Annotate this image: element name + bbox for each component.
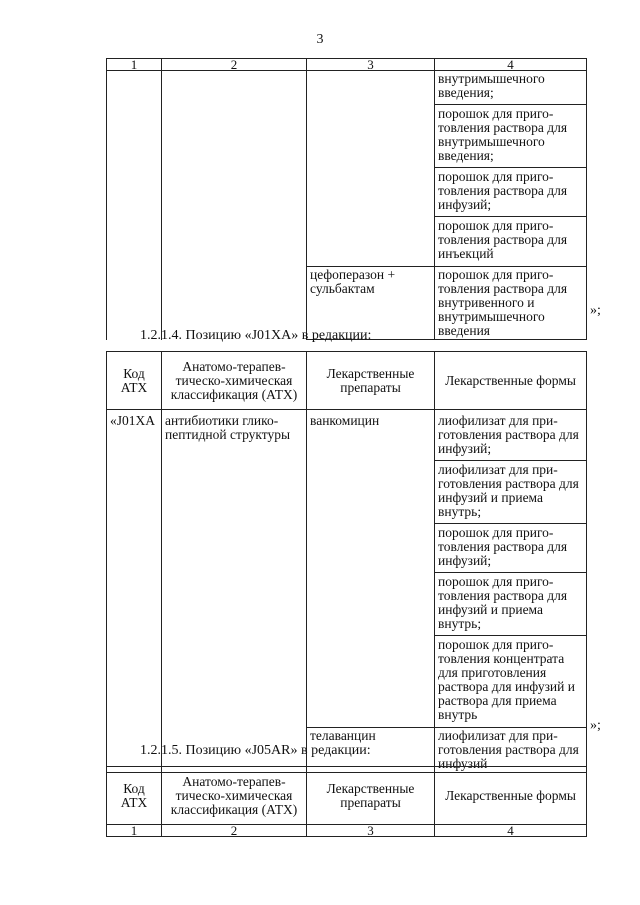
col-num-4: 4 — [435, 825, 587, 837]
header-drugs: Лекарственные препараты — [307, 767, 435, 825]
code-cell — [107, 71, 162, 340]
form-item: порошок для приго-товления раствора для инфузий; — [435, 167, 586, 216]
header-row — [107, 767, 587, 825]
table-continuation — [106, 58, 587, 340]
col-num-4: 4 — [435, 59, 587, 71]
header-forms: Лекарственные формы — [435, 767, 587, 825]
column-number-row — [107, 59, 587, 71]
form-item: порошок для приго-товления раствора для инъекций — [435, 216, 586, 265]
col-num-1: 1 — [107, 825, 162, 837]
classification-cell — [162, 71, 307, 340]
drug-cell — [307, 71, 435, 267]
form-item: лиофилизат для при-готовления раствора для инфузий; — [438, 413, 579, 456]
header-row — [107, 352, 587, 410]
header-forms: Лекарственные формы — [435, 352, 587, 410]
header-classification: Анатомо-терапев-тическо-химическая классификация (АТХ) — [162, 767, 307, 825]
form-item: лиофилизат для при-готовления раствора для инфузий и приема внутрь; — [435, 460, 586, 523]
col-num-3: 3 — [307, 59, 435, 71]
form-item: порошок для приго-товления раствора для инфузий; — [435, 523, 586, 572]
table-j05ar — [106, 766, 587, 837]
header-code: Код АТХ — [107, 352, 162, 410]
paragraph-1214: 1.2.1.4. Позицию «J01XA» в редакции: — [140, 328, 372, 343]
page-number: 3 — [316, 32, 324, 47]
table-row — [107, 410, 587, 728]
header-classification: Анатомо-терапев-тическо-химическая классификация (АТХ) — [162, 352, 307, 410]
col-num-2: 2 — [162, 825, 307, 837]
paragraph-1215: 1.2.1.5. Позицию «J05AR» в редакции: — [140, 743, 371, 758]
form-item: порошок для приго-товления раствора для инфузий и приема внутрь; — [435, 572, 586, 635]
table-row — [107, 71, 587, 267]
classification-cell: антибиотики глико-пептидной структуры — [162, 410, 307, 773]
forms-cell — [435, 410, 587, 728]
form-item: внутримышечного введения; — [438, 71, 545, 100]
table-j01xa — [106, 351, 587, 773]
header-drugs: Лекарственные препараты — [307, 352, 435, 410]
forms-cell — [435, 267, 587, 340]
drug-cell: ванкомицин — [307, 410, 435, 728]
column-number-row — [107, 825, 587, 837]
form-item: порошок для приго-товления концентрата для приготовления раствора для инфузий и раствора для приема внутрь — [435, 635, 586, 726]
col-num-2: 2 — [162, 59, 307, 71]
closing-quote: »; — [590, 718, 601, 733]
closing-quote: »; — [590, 303, 601, 318]
col-num-3: 3 — [307, 825, 435, 837]
form-item: порошок для приго-товления раствора для внутривенного и внутримышечного введения — [438, 267, 568, 338]
forms-cell — [435, 71, 587, 267]
drug-cell: цефоперазон + сульбактам — [307, 267, 435, 340]
header-code: Код АТХ — [107, 767, 162, 825]
col-num-1: 1 — [107, 59, 162, 71]
drug-cell: телаванцин — [307, 728, 435, 773]
code-cell: «J01XA — [107, 410, 162, 773]
form-item: порошок для приго-товления раствора для внутримышечного введения; — [435, 104, 586, 167]
form-item: лиофилизат для при-готовления раствора для инфузий — [438, 728, 579, 771]
